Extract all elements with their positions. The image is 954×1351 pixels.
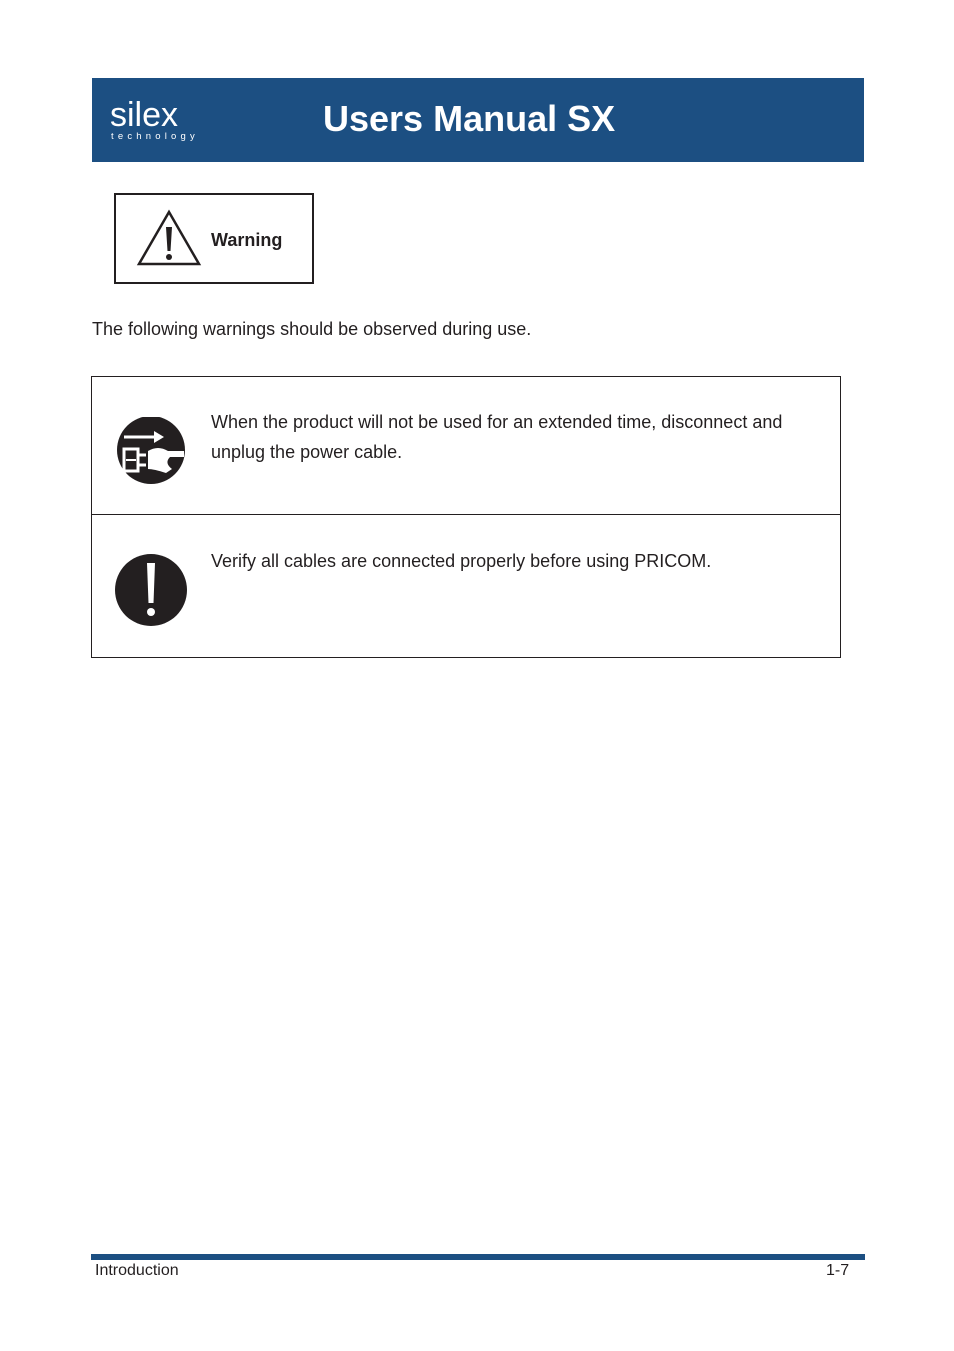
logo-tagline: technology: [111, 131, 199, 142]
table-row: [92, 516, 840, 657]
warning-text: When the product will not be used for an extended time, disconnect and unplug the power cable.: [211, 412, 783, 462]
warning-label: Warning: [211, 230, 283, 250]
page-header: [92, 78, 864, 162]
footer-section-name: Introduction: [95, 1262, 179, 1279]
page-number: 1-7: [826, 1262, 850, 1279]
logo-wordmark: silex: [110, 96, 179, 134]
silex-logo: [110, 96, 210, 144]
table-row: [92, 377, 840, 515]
warnings-table: [91, 376, 841, 658]
intro-paragraph: The following warnings should be observed during use.: [92, 319, 532, 339]
exclamation-circle-icon: [114, 553, 188, 627]
footer-rule: [91, 1254, 865, 1260]
unplug-power-icon: [114, 413, 188, 487]
warning-triangle-icon: [136, 209, 202, 267]
warning-text: Verify all cables are connected properly before using PRICOM.: [211, 550, 712, 571]
warning-heading-box: [114, 193, 314, 284]
document-title: Users Manual SX: [323, 98, 616, 139]
